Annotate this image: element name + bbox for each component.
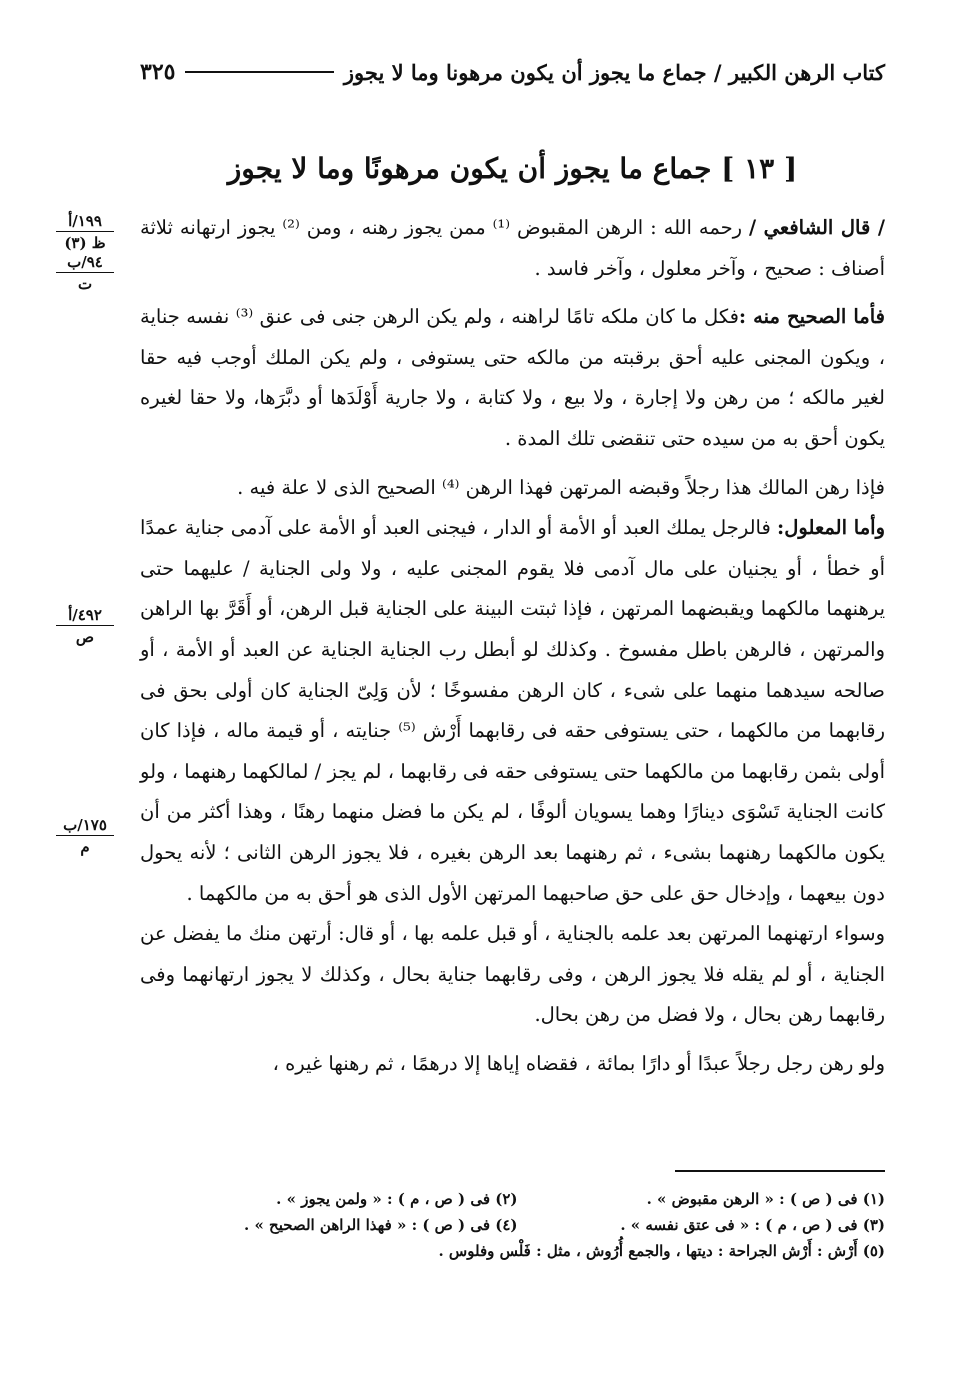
margin-note-3 — [50, 816, 120, 857]
paragraph-4-lead: وأما المعلول: — [777, 516, 886, 540]
margin-note-2-rule — [56, 625, 114, 626]
running-header — [140, 52, 885, 92]
margin-note-3-line1: ١٧٥/ب — [63, 816, 107, 834]
margin-note-3-line2: م — [80, 838, 90, 856]
page-number: ٣٢٥ — [140, 59, 176, 85]
chapter-title: [ ١٣ ] جماع ما يجوز أن يكون مرهونًا وما لا يجوز — [227, 152, 798, 185]
main-text — [140, 208, 885, 1084]
margin-note-1-rule — [56, 231, 114, 232]
footnote-rule — [675, 1170, 885, 1172]
margin-note-2-line1: ٤٩٢/أ — [68, 606, 102, 624]
paragraph-1-lead: / قال الشافعي / — [749, 216, 885, 239]
paragraph-2-text: فكل ما كان ملكه تامًا لراهنه ، ولم يكن الرهن جنى فى عنق ⁽³⁾ نفسه جناية ، ويكون المجنى عليه أحق برقبته من مالكه حتى يستوفى ، ولم يكن الملك أوجب فيه حقا لغير مالكه ؛ من رهن ولا إجارة ، ولا بيع ، ولا كتابة ، ولا جارية أَوْلَدَها أو دبَّرَها، ولا حقا لغيره يكون أحق به من سيده حتى تنقضى تلك المدة . — [140, 305, 885, 450]
margin-note-1-line1: ١٩٩/أ — [68, 212, 102, 230]
paragraph-5: وسواء ارتهنهما المرتهن بعد علمه بالجناية ، أو قبل علمه بها ، أو قال: أرتهن منك ما يفضل عن الجناية ، أو لم يقله فلا يجوز الرهن ، وفى رقابهما جناية بحال ، وكذلك لا يجوز ارتهانهما وفى رقابهما رهن بحال ، ولا فضل من رهن بحال. — [140, 922, 885, 1027]
footnote-3: (٣) فى ( ص ، م ) : « فى عتق نفسه » . — [620, 1216, 885, 1234]
margin-note-1 — [50, 212, 120, 294]
margin-note-1-line2: ظ (٣) — [64, 234, 106, 252]
footnote-4: (٤) فى ( ص ) : « فهذا الراهن الصحيح » . — [244, 1216, 518, 1234]
footnotes — [150, 1186, 885, 1264]
margin-note-2-line2: ص — [75, 628, 95, 646]
running-header-title: كتاب الرهن الكبير / جماع ما يجوز أن يكون مرهونا وما لا يجوز — [343, 59, 885, 85]
footnote-2: (٢) فى ( ص ، م ) : « ولمن يجوز » . — [276, 1190, 518, 1208]
paragraph-4-text: فالرجل يملك العبد أو الأمة أو الدار ، فيجنى العبد أو الأمة على آدمى جناية عمدًا أو خطأ ، أو يجنيان على مال آدمى فلا يقوم المجنى عليه ، ولا ولى الجناية / عليهما حتى يرهنهما مالكهما ويقبضهما المرتهن ، فإذا ثبتت البينة على الجناية قبل الرهن، أو أَقَرَّ بها الراهن والمرتهن ، فالرهن باطل مفسوخ . وكذلك لو أبطل رب الجناية الجناية عن العبد أو الأمة ، أو صالحه سيدهما منهما على شىء ، كان الرهن مفسوخًا ؛ لأن وَلِىّ الجناية كان أولى بحق فى رقابهما من مالكهما ، حتى يستوفى حقه فى رقابهما أَرْش ⁽⁵⁾ جنايته ، أو قيمة ماله ، فإذا كان أولى بثمن رقابهما من مالكهما حتى يستوفى حقه فى رقابهما ، لم يجز / لمالكهما رهنهما ، ولو كانت الجناية تَسْوَى دينارًا وهما يسويان ألوفًا ، لم يكن ما فضل منهما رهنًا ، وهذا أكثر من أن يكون مالكهما رهنهما بشىء ، ثم رهنهما بعد الرهن بغيره ، فلا يجوز الرهن الثانى ؛ لأنه يحول دون بيعهما ، وإدخال حق على حق صاحبهما المرتهن الأول الذى هو أحق به من مالكهما . — [140, 516, 885, 905]
footnote-5: (٥) أَرْش : أَرْش الجراحة : ديتها ، والجمع أُرُوش ، مثل : فَلْس وفلوس . — [438, 1242, 885, 1260]
header-rule — [185, 71, 333, 73]
paragraph-1 — [140, 208, 885, 289]
paragraph-2 — [140, 297, 885, 459]
footnote-row-2 — [150, 1212, 885, 1238]
margin-note-3-rule — [56, 835, 114, 836]
margin-note-1-rule2 — [56, 272, 114, 273]
paragraph-2-lead: فأما الصحيح منه : — [738, 305, 885, 329]
footnote-row-1 — [150, 1186, 885, 1212]
paragraph-4 — [140, 508, 885, 914]
margin-note-1-line4: ت — [77, 275, 93, 293]
paragraph-1-text: رحمه الله : الرهن المقبوض ⁽¹⁾ ممن يجوز رهنه ، ومن ⁽²⁾ يجوز ارتهانه ثلاثة أصناف : صحيح ، وآخر معلول ، وآخر فاسد . — [140, 216, 885, 280]
margin-note-2 — [50, 606, 120, 647]
margin-note-1-line3: ٩٤/ب — [67, 253, 103, 271]
paragraph-3: فإذا رهن المالك هذا رجلاً وقبضه المرتهن فهذا الرهن ⁽⁴⁾ الصحيح الذى لا علة فيه . — [237, 475, 885, 499]
paragraph-6: ولو رهن رجل رجلاً عبدًا أو دارًا بمائة ، فقضاه إياها إلا درهمًا ، ثم رهنها غيره ، — [272, 1051, 885, 1075]
footnote-1: (١) فى ( ص ) : « الرهن مقبوض » . — [646, 1190, 885, 1208]
